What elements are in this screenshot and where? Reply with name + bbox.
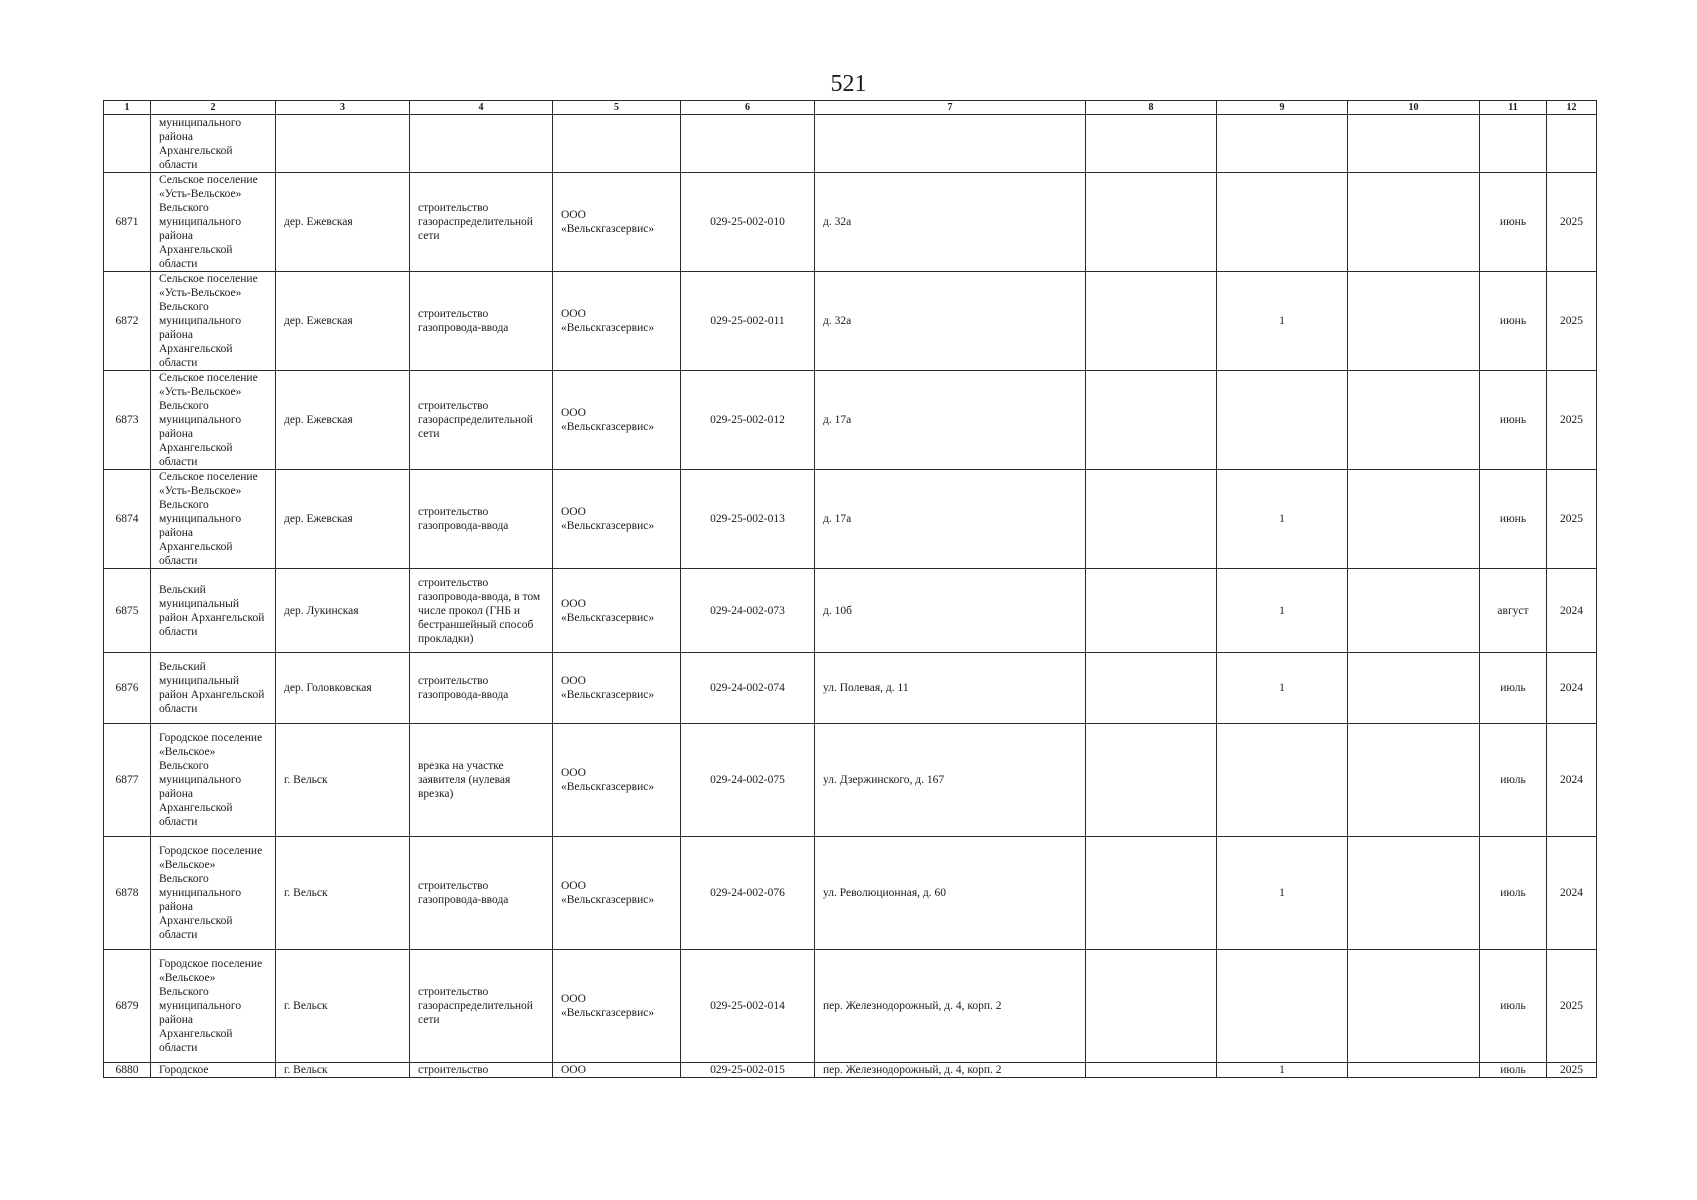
column-9-cell [1217,950,1348,1063]
settlement-cell: г. Вельск [276,950,410,1063]
column-8-cell [1086,837,1217,950]
settlement-cell: г. Вельск [276,837,410,950]
column-9-cell [1217,724,1348,837]
code-cell: 029-25-002-014 [681,950,815,1063]
code-cell: 029-24-002-074 [681,653,815,724]
column-9-cell: 1 [1217,272,1348,371]
month-cell: июнь [1480,173,1547,272]
column-10-cell [1348,272,1480,371]
code-cell: 029-24-002-075 [681,724,815,837]
municipality-cell: Сельское поселение «Усть-Вельское» Вельского муниципального района Архангельской области [151,173,276,272]
organization-cell: ООО «Вельскгазсервис» [553,371,681,470]
code-cell: 029-24-002-073 [681,569,815,653]
table-body [104,115,1597,1078]
year-cell: 2024 [1547,837,1597,950]
table-row [104,837,1597,950]
column-header: 5 [553,101,681,115]
address-cell: ул. Революционная, д. 60 [815,837,1086,950]
row-number-cell: 6877 [104,724,151,837]
month-cell: июнь [1480,470,1547,569]
organization-cell: ООО «Вельскгазсервис» [553,569,681,653]
page-number: 521 [830,71,867,97]
year-cell: 2024 [1547,569,1597,653]
table-row [104,653,1597,724]
table-header [104,101,1597,115]
column-10-cell [1348,724,1480,837]
municipality-cell: Сельское поселение «Усть-Вельское» Вельского муниципального района Архангельской области [151,470,276,569]
address-cell [815,115,1086,173]
settlement-cell: дер. Ежевская [276,371,410,470]
row-number-cell: 6879 [104,950,151,1063]
code-cell: 029-25-002-015 [681,1063,815,1078]
table-row [104,470,1597,569]
column-8-cell [1086,724,1217,837]
column-10-cell [1348,470,1480,569]
code-cell: 029-25-002-012 [681,371,815,470]
organization-cell: ООО «Вельскгазсервис» [553,272,681,371]
settlement-cell: г. Вельск [276,1063,410,1078]
row-number-cell: 6874 [104,470,151,569]
column-9-cell [1217,173,1348,272]
address-cell: д. 17а [815,371,1086,470]
municipality-cell: Вельский муниципальный район Архангельской области [151,653,276,724]
work-type-cell: строительство [410,1063,553,1078]
column-9-cell: 1 [1217,1063,1348,1078]
column-10-cell [1348,950,1480,1063]
column-8-cell [1086,653,1217,724]
column-header: 12 [1547,101,1597,115]
column-8-cell [1086,371,1217,470]
year-cell: 2025 [1547,371,1597,470]
municipality-cell: муниципального района Архангельской области [151,115,276,173]
column-8-cell [1086,272,1217,371]
municipality-cell: Сельское поселение «Усть-Вельское» Вельского муниципального района Архангельской области [151,371,276,470]
row-number-cell: 6873 [104,371,151,470]
work-type-cell: врезка на участке заявителя (нулевая врезка) [410,724,553,837]
address-cell: д. 10б [815,569,1086,653]
row-number-cell: 6880 [104,1063,151,1078]
column-9-cell: 1 [1217,470,1348,569]
column-8-cell [1086,470,1217,569]
column-9-cell: 1 [1217,837,1348,950]
settlement-cell: дер. Головковская [276,653,410,724]
column-10-cell [1348,837,1480,950]
work-type-cell: строительство газопровода-ввода, в том числе прокол (ГНБ и бестраншейный способ прокладки) [410,569,553,653]
column-header: 3 [276,101,410,115]
column-10-cell [1348,173,1480,272]
year-cell: 2025 [1547,272,1597,371]
organization-cell: ООО «Вельскгазсервис» [553,724,681,837]
month-cell: июль [1480,837,1547,950]
organization-cell: ООО «Вельскгазсервис» [553,950,681,1063]
organization-cell: ООО «Вельскгазсервис» [553,837,681,950]
column-9-cell: 1 [1217,569,1348,653]
settlement-cell [276,115,410,173]
column-8-cell [1086,569,1217,653]
work-type-cell: строительство газораспределительной сети [410,173,553,272]
column-header: 11 [1480,101,1547,115]
organization-cell [553,115,681,173]
month-cell: июль [1480,1063,1547,1078]
work-type-cell: строительство газопровода-ввода [410,837,553,950]
work-type-cell: строительство газораспределительной сети [410,950,553,1063]
year-cell: 2025 [1547,173,1597,272]
address-cell: д. 32а [815,173,1086,272]
row-number-cell: 6875 [104,569,151,653]
year-cell: 2025 [1547,1063,1597,1078]
address-cell: пер. Железнодорожный, д. 4, корп. 2 [815,950,1086,1063]
column-header: 6 [681,101,815,115]
organization-cell: ООО «Вельскгазсервис» [553,653,681,724]
code-cell: 029-25-002-013 [681,470,815,569]
organization-cell: ООО «Вельскгазсервис» [553,173,681,272]
month-cell: июль [1480,653,1547,724]
address-cell: ул. Полевая, д. 11 [815,653,1086,724]
settlement-cell: дер. Ежевская [276,470,410,569]
column-10-cell [1348,371,1480,470]
table-row [104,115,1597,173]
year-cell: 2025 [1547,470,1597,569]
row-number-cell: 6876 [104,653,151,724]
settlement-cell: дер. Ежевская [276,173,410,272]
month-cell: июль [1480,950,1547,1063]
table-row [104,371,1597,470]
column-10-cell [1348,653,1480,724]
work-type-cell: строительство газопровода-ввода [410,653,553,724]
organization-cell: ООО «Вельскгазсервис» [553,470,681,569]
settlement-cell: г. Вельск [276,724,410,837]
work-type-cell: строительство газопровода-ввода [410,470,553,569]
column-header: 9 [1217,101,1348,115]
code-cell: 029-25-002-011 [681,272,815,371]
year-cell: 2024 [1547,724,1597,837]
address-cell: д. 32а [815,272,1086,371]
code-cell [681,115,815,173]
municipality-cell: Городское поселение «Вельское» Вельского муниципального района Архангельской области [151,724,276,837]
column-10-cell [1348,1063,1480,1078]
municipality-cell: Сельское поселение «Усть-Вельское» Вельского муниципального района Архангельской области [151,272,276,371]
work-type-cell: строительство газопровода-ввода [410,272,553,371]
work-type-cell: строительство газораспределительной сети [410,371,553,470]
address-cell: пер. Железнодорожный, д. 4, корп. 2 [815,1063,1086,1078]
month-cell: август [1480,569,1547,653]
month-cell: июль [1480,724,1547,837]
year-cell: 2025 [1547,950,1597,1063]
year-cell [1547,115,1597,173]
row-number-cell: 6872 [104,272,151,371]
address-cell: ул. Дзержинского, д. 167 [815,724,1086,837]
year-cell: 2024 [1547,653,1597,724]
code-cell: 029-25-002-010 [681,173,815,272]
column-header: 8 [1086,101,1217,115]
column-8-cell [1086,950,1217,1063]
work-type-cell [410,115,553,173]
row-number-cell [104,115,151,173]
table-row [104,569,1597,653]
column-10-cell [1348,569,1480,653]
column-8-cell [1086,1063,1217,1078]
column-header: 10 [1348,101,1480,115]
address-cell: д. 17а [815,470,1086,569]
column-9-cell: 1 [1217,653,1348,724]
table-row [104,1063,1597,1078]
column-header: 7 [815,101,1086,115]
organization-cell: ООО [553,1063,681,1078]
column-10-cell [1348,115,1480,173]
month-cell: июнь [1480,371,1547,470]
table-row [104,173,1597,272]
column-8-cell [1086,173,1217,272]
table-row [104,272,1597,371]
table-row [104,724,1597,837]
month-cell: июнь [1480,272,1547,371]
column-header: 2 [151,101,276,115]
column-header: 4 [410,101,553,115]
row-number-cell: 6878 [104,837,151,950]
code-cell: 029-24-002-076 [681,837,815,950]
municipality-cell: Городское поселение «Вельское» Вельского муниципального района Архангельской области [151,950,276,1063]
municipality-cell: Вельский муниципальный район Архангельской области [151,569,276,653]
municipality-cell: Городское поселение «Вельское» Вельского муниципального района Архангельской области [151,837,276,950]
month-cell [1480,115,1547,173]
column-9-cell [1217,371,1348,470]
settlement-cell: дер. Лукинская [276,569,410,653]
settlement-cell: дер. Ежевская [276,272,410,371]
column-8-cell [1086,115,1217,173]
municipality-cell: Городское [151,1063,276,1078]
row-number-cell: 6871 [104,173,151,272]
data-table [103,100,1597,1078]
column-header: 1 [104,101,151,115]
column-9-cell [1217,115,1348,173]
table-row [104,950,1597,1063]
